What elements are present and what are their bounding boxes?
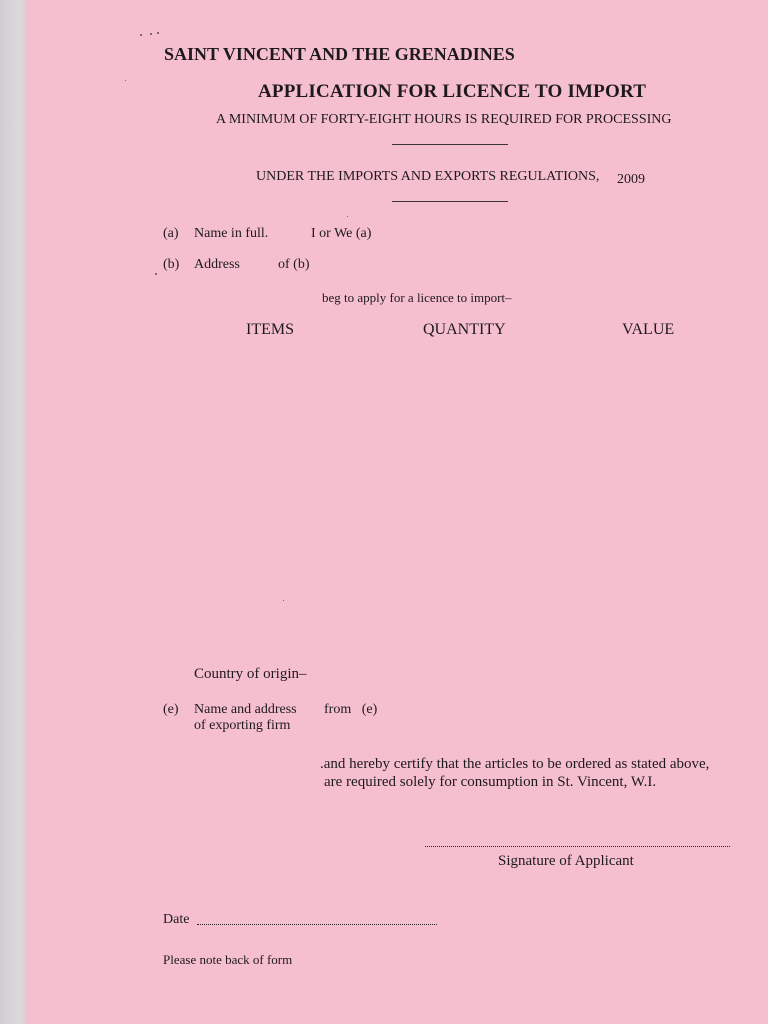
field-a-label: Name in full. [194,226,269,241]
certification-line-1: .and hereby certify that the articles to be ordered as stated above, [320,756,710,772]
title-divider [392,144,508,145]
scan-speck [155,273,157,275]
back-of-form-note: Please note back of form [163,952,293,967]
field-a-prompt[interactable]: I or We (a) [311,226,372,241]
scan-speck [157,32,159,34]
scan-edge [0,0,28,1024]
field-b-prompt[interactable]: of (b) [278,257,310,272]
column-items: ITEMS [246,321,294,338]
field-b-label: Address [194,257,240,272]
signature-label: Signature of Applicant [498,853,634,869]
column-quantity: QUANTITY [423,321,506,338]
scan-speck [140,34,142,36]
form-page [28,0,768,1024]
processing-note: A MINIMUM OF FORTY-EIGHT HOURS IS REQUIRED FOR PROCESSING [216,112,672,127]
regulations-year: 2009 [617,172,645,187]
column-value: VALUE [622,321,675,338]
field-a-marker: (a) [163,226,179,241]
field-e-prompt[interactable]: from (e) [324,702,378,717]
scan-speck [347,216,348,217]
regulations-text: UNDER THE IMPORTS AND EXPORTS REGULATIONS, [256,169,600,184]
field-e-marker: (e) [163,702,179,717]
field-e-label-line1: Name and address [194,702,297,717]
signature-line[interactable] [425,846,730,847]
certification-line-2: are required solely for consumption in St. Vincent, W.I. [324,774,657,790]
regulations-divider [392,201,508,202]
apply-statement: beg to apply for a licence to import– [322,290,512,305]
country-of-origin-label[interactable]: Country of origin– [194,666,307,682]
country-name: SAINT VINCENT AND THE GRENADINES [164,44,515,64]
date-label: Date [163,912,190,927]
scan-speck [283,600,284,601]
field-e-label-line2: of exporting firm [194,718,291,733]
scan-speck [125,80,126,81]
date-line[interactable] [197,924,437,925]
form-title: APPLICATION FOR LICENCE TO IMPORT [258,81,647,102]
scan-speck [150,33,152,35]
field-b-marker: (b) [163,257,180,272]
